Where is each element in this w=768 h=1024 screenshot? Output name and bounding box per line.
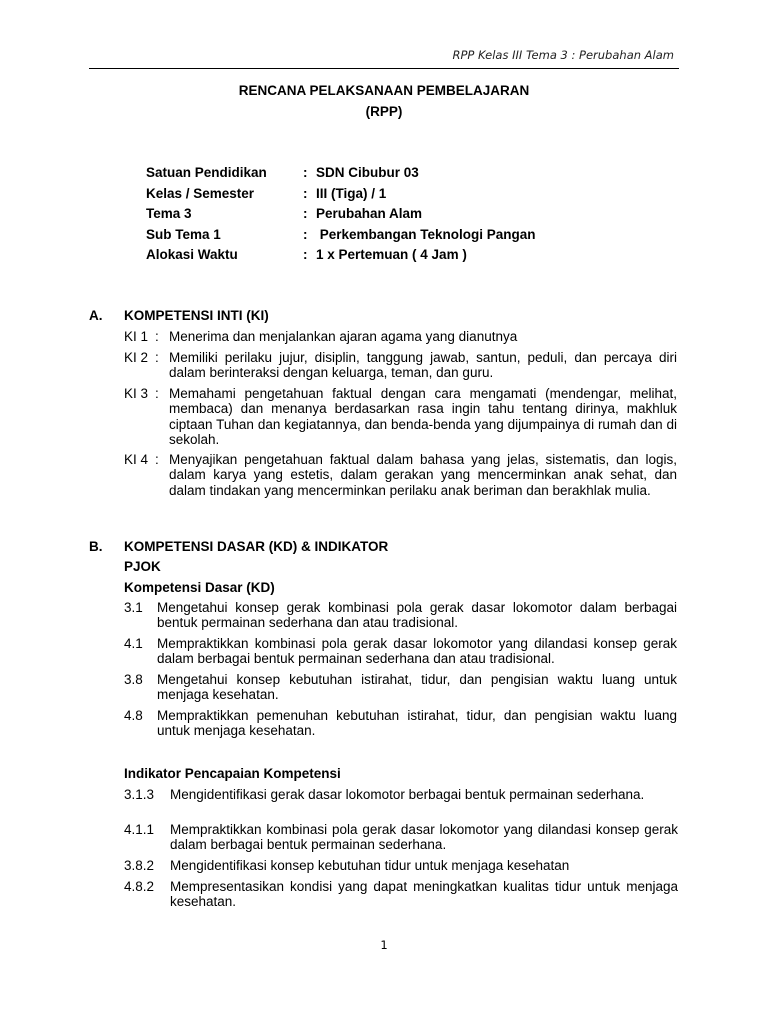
ki-text: Memiliki perilaku jujur, disiplin, tanggung jawab, santun, peduli, dan percaya diri dalam berinteraksi dengan keluarga, teman, dan guru.	[169, 350, 677, 381]
identity-colon: :	[303, 247, 308, 262]
identity-label: Alokasi Waktu	[146, 247, 238, 262]
section-a-title: KOMPETENSI INTI (KI)	[124, 308, 269, 323]
identity-label: Satuan Pendidikan	[146, 165, 267, 180]
identity-colon: :	[303, 227, 308, 242]
kd-text: Mengetahui konsep kebutuhan istirahat, tidur, dan pengisian waktu luang untuk menjaga kesehatan.	[157, 672, 677, 703]
indicator-number: 3.8.2	[124, 858, 155, 873]
indicator-text: Mempresentasikan kondisi yang dapat meningkatkan kualitas tidur untuk menjaga kesehatan.	[170, 879, 678, 910]
ki-code: KI 4	[124, 452, 149, 467]
ki-code: KI 3	[124, 386, 149, 401]
indicator-text: Mengidentifikasi konsep kebutuhan tidur untuk menjaga kesehatan	[170, 858, 570, 873]
kd-text: Mempraktikkan pemenuhan kebutuhan istirahat, tidur, dan pengisian waktu luang untuk menjaga kesehatan.	[157, 708, 677, 739]
indicator-text: Mengidentifikasi gerak dasar lokomotor berbagai bentuk permainan sederhana.	[170, 787, 645, 802]
kd-text: Mengetahui konsep gerak kombinasi pola gerak dasar lokomotor dalam berbagai bentuk permainan sederhana dan atau tradisional.	[157, 600, 677, 631]
document-subtitle: (RPP)	[365, 104, 403, 119]
section-a-letter: A.	[89, 308, 103, 323]
indicator-number: 4.1.1	[124, 822, 155, 837]
identity-label: Kelas / Semester	[146, 186, 255, 201]
identity-value: 1 x Pertemuan ( 4 Jam )	[316, 247, 467, 262]
indicator-number: 3.1.3	[124, 787, 155, 802]
ki-text: Menyajikan pengetahuan faktual dalam bahasa yang jelas, sistematis, dan logis, dalam karya yang estetis, dalam gerakan yang mencerminkan anak sehat, dan dalam tindakan yang mencerminkan perilaku anak beriman dan berakhlak mulia.	[169, 452, 677, 498]
ki-colon: :	[155, 386, 159, 401]
section-b-title: KOMPETENSI DASAR (KD) & INDIKATOR	[124, 539, 389, 554]
subject-title: PJOK	[124, 559, 161, 574]
identity-value: SDN Cibubur 03	[316, 165, 419, 180]
identity-value: Perkembangan Teknologi Pangan	[316, 227, 536, 242]
identity-colon: :	[303, 186, 308, 201]
ki-text: Menerima dan menjalankan ajaran agama yang dianutnya	[169, 329, 518, 344]
kd-number: 4.1	[124, 636, 143, 651]
indicator-number: 4.8.2	[124, 879, 155, 894]
kd-text: Mempraktikkan kombinasi pola gerak dasar lokomotor yang dilandasi konsep gerak dalam berbagai bentuk permainan sederhana dan atau tradisional.	[157, 636, 677, 667]
identity-label: Sub Tema 1	[146, 227, 221, 242]
page-number: 1	[380, 938, 388, 952]
section-b-letter: B.	[89, 539, 103, 554]
kd-number: 3.8	[124, 672, 143, 687]
ki-colon: :	[155, 350, 159, 365]
ki-code: KI 2	[124, 350, 149, 365]
running-header: RPP Kelas III Tema 3 : Perubahan Alam	[452, 48, 674, 62]
identity-value: Perubahan Alam	[316, 206, 423, 221]
indicator-heading: Indikator Pencapaian Kompetensi	[124, 766, 341, 781]
identity-colon: :	[303, 206, 308, 221]
ki-code: KI 1	[124, 329, 149, 344]
kd-number: 4.8	[124, 708, 143, 723]
identity-label: Tema 3	[146, 206, 192, 221]
identity-value: III (Tiga) / 1	[316, 186, 387, 201]
ki-text: Memahami pengetahuan faktual dengan cara mengamati (mendengar, melihat, membaca) dan menanya berdasarkan rasa ingin tahu tentang dirinya, makhluk ciptaan Tuhan dan kegiatannya, dan benda-benda yang dijumpainya di rumah dan di sekolah.	[169, 386, 677, 447]
kd-number: 3.1	[124, 600, 143, 615]
indicator-text: Mempraktikkan kombinasi pola gerak dasar lokomotor yang dilandasi konsep gerak dalam berbagai bentuk permainan sederhana.	[170, 822, 678, 853]
document-title: RENCANA PELAKSANAAN PEMBELAJARAN	[238, 83, 530, 98]
kd-heading: Kompetensi Dasar (KD)	[124, 580, 275, 595]
header-rule	[89, 68, 679, 69]
ki-colon: :	[155, 452, 159, 467]
identity-colon: :	[303, 165, 308, 180]
ki-colon: :	[155, 329, 159, 344]
